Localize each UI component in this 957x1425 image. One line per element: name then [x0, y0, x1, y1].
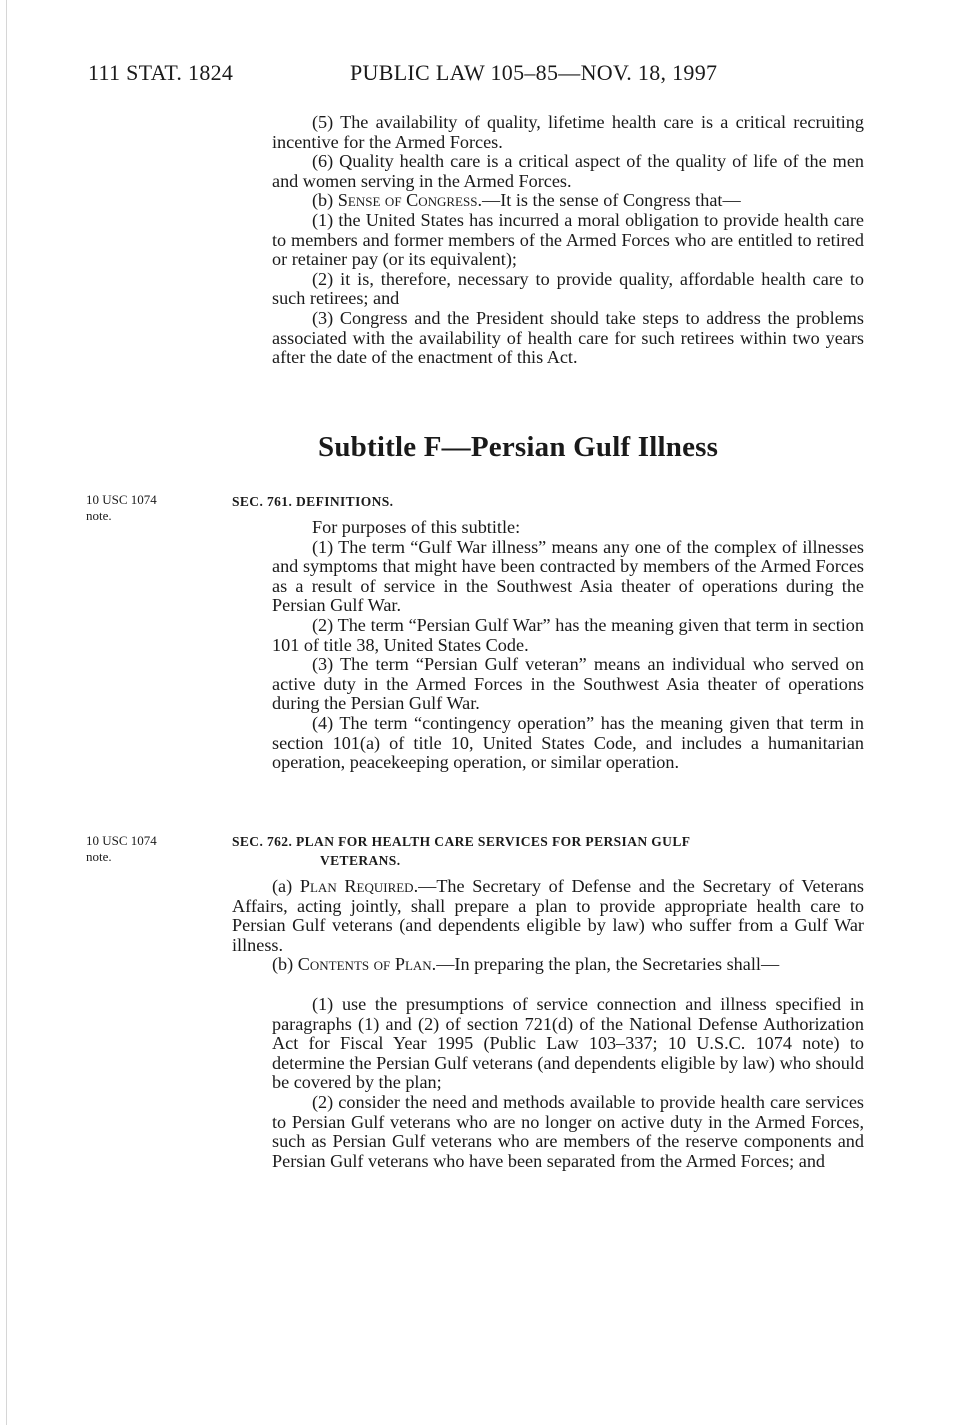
subsection-caption: Sense of Congress — [337, 190, 478, 211]
subsection-label: (b) — [312, 190, 338, 211]
definition-item: (4) The term “contingency operation” has the meaning given that term in section 101(a) of title 10, United States Code, and includes a humanitarian operation, peacekeeping operation, or similar operation. — [272, 712, 864, 773]
subtitle-heading: Subtitle F—Persian Gulf Illness — [318, 431, 719, 463]
definition-item: (2) The term “Persian Gulf War” has the meaning given that term in section 101 of title 38, United States Code. — [272, 614, 864, 655]
margin-note: 10 USC 1074 note. — [86, 492, 157, 523]
sense-item: (2) it is, therefore, necessary to provide quality, affordable health care to such retirees; and — [272, 268, 864, 309]
subsection-caption: Contents of Plan — [297, 954, 432, 975]
definitions-block — [272, 518, 864, 773]
finding-paragraph: (5) The availability of quality, lifetime health care is a critical recruiting incentive for the Armed Forces. — [272, 112, 864, 152]
section-heading: SEC. 761. DEFINITIONS. — [232, 494, 394, 509]
plan-block — [232, 877, 864, 975]
plan-required-paragraph: (a) Plan Required.—The Secretary of Defense and the Secretary of Veterans Affairs, acting jointly, shall prepare a plan to provide appropriate health care to Persian Gulf veterans (and dependents eligible by law) who suffer from a Gulf War illness. — [232, 876, 865, 955]
definition-item: (1) The term “Gulf War illness” means any one of the complex of illnesses and symptoms that might have been contracted by members of the Armed Forces as a result of service in the Southwest Asia theater of operations during the Persian Gulf War. — [272, 536, 864, 616]
sense-item: (1) the United States has incurred a moral obligation to provide health care to members and former members of the Armed Forces who are entitled to retired or retainer pay (or its equivalent); — [272, 209, 864, 270]
sense-item: (3) Congress and the President should take steps to address the problems associated with the availability of health care for such retirees within two years after the date of the enactment of this Act. — [272, 307, 864, 368]
definitions-intro: For purposes of this subtitle: — [312, 517, 521, 537]
public-law-date: PUBLIC LAW 105–85—NOV. 18, 1997 — [350, 60, 718, 85]
subsection-caption: Plan Required — [299, 876, 414, 896]
definition-item: (3) The term “Persian Gulf veteran” means an individual who served on active duty in the Armed Forces in the Southwest Asia theater of operations during the Persian Gulf War. — [272, 654, 864, 714]
margin-note: 10 USC 1074 note. — [86, 833, 157, 864]
section-heading: SEC. 762. PLAN FOR HEALTH CARE SERVICES FOR PERSIAN GULF VETERANS. — [232, 834, 691, 868]
plan-items-block — [272, 995, 864, 1171]
subsection-text: .—It is the sense of Congress that— — [477, 190, 741, 211]
plan-item: (2) consider the need and methods available to provide health care services to Persian Gulf veterans who are no longer on active duty in the Armed Forces, such as Persian Gulf veterans who are members of the reserve components and Persian Gulf veterans who have been separated from the Armed Forces; and — [272, 1091, 864, 1171]
finding-paragraph: (6) Quality health care is a critical aspect of the quality of life of the men and women serving in the Armed Forces. — [272, 151, 864, 191]
sense-of-congress-paragraph — [272, 191, 864, 211]
running-header — [88, 60, 878, 92]
page-edge-line — [6, 0, 7, 1425]
findings-block — [272, 113, 864, 368]
contents-of-plan-paragraph: (b) Contents of Plan.—In preparing the plan, the Secretaries shall— — [272, 954, 780, 975]
plan-item: (1) use the presumptions of service connection and illness specified in paragraphs (1) and (2) of section 721(d) of the National Defense Authorization Act for Fiscal Year 1995 (Public Law 103–337; 10 U.S.C. 1074 note) to determine the Persian Gulf veterans (and dependents eligible by law) who should be covered by the plan; — [272, 994, 864, 1093]
statute-citation: 111 STAT. 1824 — [88, 60, 234, 85]
